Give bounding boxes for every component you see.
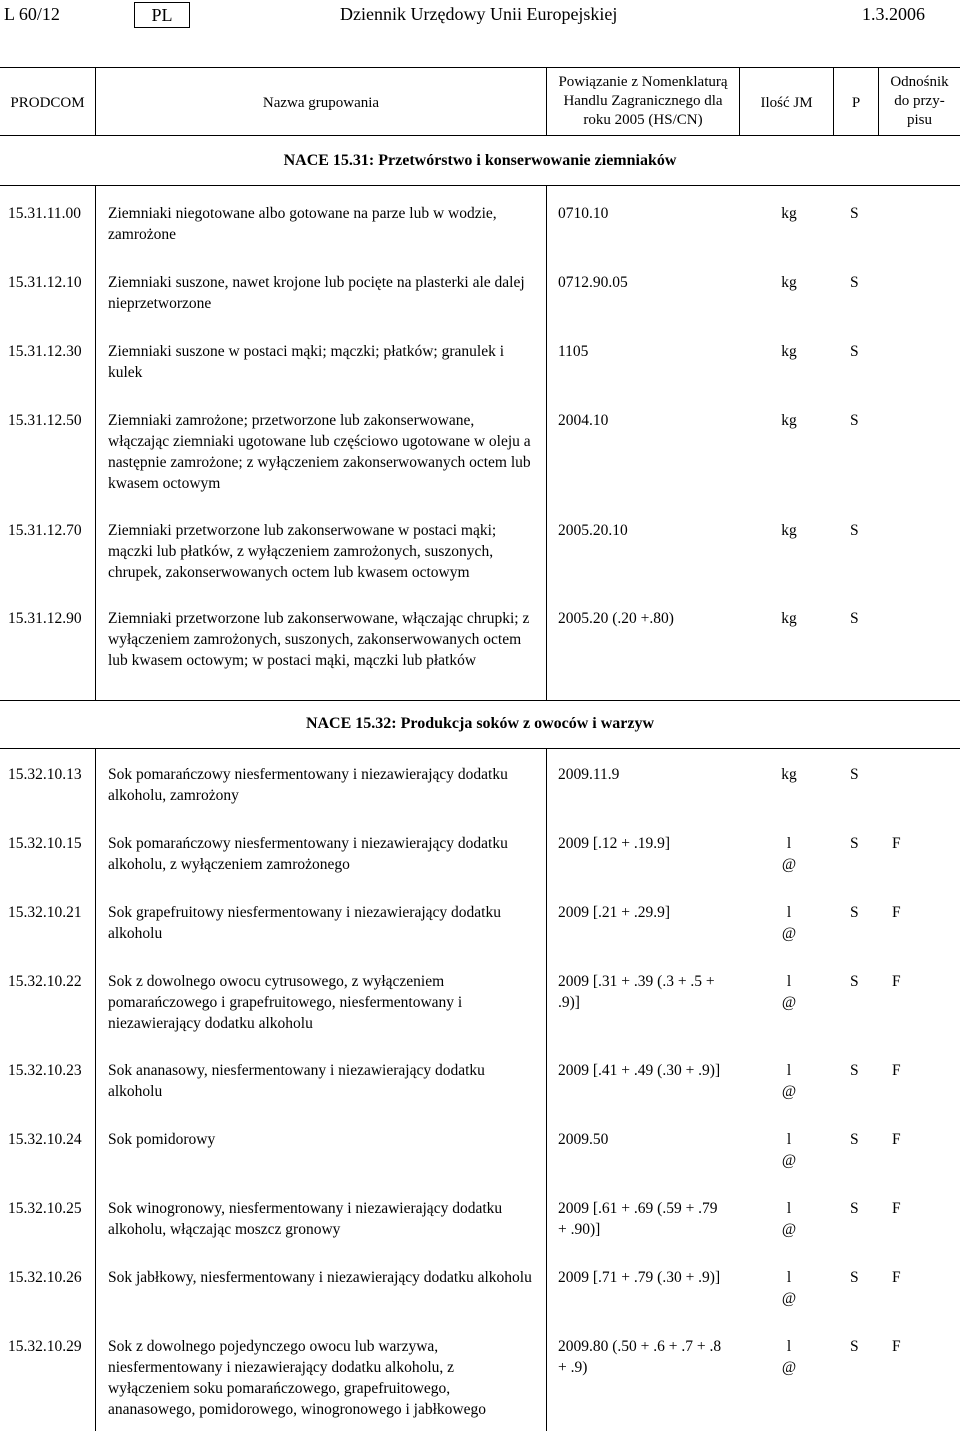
p-value: S <box>850 766 859 783</box>
prodcom-code: 15.32.10.25 <box>8 1200 82 1217</box>
hs-cn-code: 2004.10 <box>558 412 609 429</box>
unit-secondary: @ <box>781 1359 797 1376</box>
group-name: Ziemniaki przetworzone lub zakonserwowane w postaci mąki; mączki lub płatków, z wyłączeniem zamrożonych, suszonych, chrupek, zakonserwowanych octem lub kwasem octowym <box>108 522 497 581</box>
group-name: Sok z dowolnego owocu cytrusowego, z wyłączeniem pomarańczowego i grapefruitowego, niesfermentowany i niezawierający dodatku alkoholu <box>108 973 463 1032</box>
issue-date: 1.3.2006 <box>862 4 925 24</box>
col-header-p: P <box>851 95 861 111</box>
p-value: S <box>850 205 859 222</box>
section-divider <box>0 748 960 749</box>
footnote-flag: F <box>892 1062 901 1079</box>
quantity-unit: kg <box>781 274 797 291</box>
hs-cn-code: 2009 [.61 + .69 (.59 + .79 + .90)] <box>558 1200 718 1238</box>
unit-primary: l <box>786 1338 792 1355</box>
unit-primary: l <box>786 1062 792 1079</box>
p-value: S <box>850 1062 859 1079</box>
body-divider-name-2 <box>546 749 547 1431</box>
prodcom-code: 15.32.10.26 <box>8 1269 82 1286</box>
group-name: Ziemniaki zamrożone; przetworzone lub zakonserwowane, włączając ziemniaki ugotowane lub częściowo ugotowane w oleju a następnie zamrożone; z wyłączeniem zakonserwowanych octem lub kwasem octowym <box>108 412 531 492</box>
col-header-footnote-line1: Odnośnik <box>890 74 949 90</box>
col-header-hs-line3: roku 2005 (HS/CN) <box>583 112 703 128</box>
prodcom-code: 15.31.12.70 <box>8 522 82 539</box>
prodcom-code: 15.31.12.90 <box>8 610 82 627</box>
unit-primary: l <box>786 904 792 921</box>
quantity-unit: kg <box>781 343 797 360</box>
unit-secondary: @ <box>781 1221 797 1238</box>
group-name: Sok z dowolnego pojedynczego owocu lub warzywa, niesfermentowany i niezawierający dodatku alkoholu, z wyłączeniem soku pomarańczowego, grapefruitowego, ananasowego, pomidorowego, winogronowego i jabłkowego <box>108 1338 486 1418</box>
section-divider <box>0 185 960 186</box>
col-header-prodcom: PRODCOM <box>10 95 85 111</box>
footnote-flag: F <box>892 973 901 990</box>
footnote-flag: F <box>892 1338 901 1355</box>
table-header-bottom-border <box>0 135 960 136</box>
group-name: Sok winogronowy, niesfermentowany i niezawierający dodatku alkoholu, włączając moszcz gronowy <box>108 1200 503 1238</box>
quantity-unit <box>778 1267 800 1309</box>
quantity-unit: kg <box>781 766 797 783</box>
hs-cn-code: 2009.80 (.50 + .6 + .7 + .8 + .9) <box>558 1338 722 1376</box>
hs-cn-code: 2009 [.71 + .79 (.30 + .9)] <box>558 1269 721 1286</box>
hs-cn-code: 2009 [.31 + .39 (.3 + .5 + .9)] <box>558 973 715 1011</box>
unit-secondary: @ <box>781 1290 797 1307</box>
group-name: Sok grapefruitowy niesfermentowany i niezawierający dodatku alkoholu <box>108 904 501 942</box>
quantity-unit <box>778 1198 800 1240</box>
journal-title: Dziennik Urzędowy Unii Europejskiej <box>340 4 618 24</box>
prodcom-code: 15.31.12.30 <box>8 343 82 360</box>
prodcom-code: 15.32.10.23 <box>8 1062 82 1079</box>
prodcom-code: 15.31.12.10 <box>8 274 82 291</box>
p-value: S <box>850 522 859 539</box>
unit-secondary: @ <box>781 1083 797 1100</box>
footnote-flag: F <box>892 835 901 852</box>
p-value: S <box>850 973 859 990</box>
quantity-unit <box>778 1060 800 1102</box>
p-value: S <box>850 1338 859 1355</box>
p-value: S <box>850 1131 859 1148</box>
p-value: S <box>850 274 859 291</box>
prodcom-code: 15.32.10.15 <box>8 835 82 852</box>
footnote-flag: F <box>892 904 901 921</box>
group-name: Ziemniaki suszone, nawet krojone lub pocięte na plasterki ale dalej nieprzetworzone <box>108 274 525 312</box>
quantity-unit: kg <box>781 412 797 429</box>
prodcom-code: 15.32.10.21 <box>8 904 82 921</box>
quantity-unit <box>778 971 800 1013</box>
col-header-hs-line1: Powiązanie z Nomenklaturą <box>558 74 728 90</box>
hs-cn-code: 2009.11.9 <box>558 766 620 783</box>
page-ref: L 60/12 <box>4 4 60 24</box>
hs-cn-code: 1105 <box>558 343 589 360</box>
quantity-unit <box>778 1129 800 1171</box>
quantity-unit <box>778 902 800 944</box>
p-value: S <box>850 343 859 360</box>
col-header-footnote-line3: pisu <box>906 112 932 128</box>
body-divider-name <box>546 186 547 700</box>
hs-cn-code: 2005.20 (.20 +.80) <box>558 610 674 627</box>
unit-secondary: @ <box>781 856 797 873</box>
quantity-unit: kg <box>781 205 797 222</box>
prodcom-code: 15.32.10.22 <box>8 973 82 990</box>
body-divider-code <box>95 186 96 700</box>
group-name: Ziemniaki niegotowane albo gotowane na parze lub w wodzie, zamrożone <box>108 205 497 243</box>
group-name: Sok pomarańczowy niesfermentowany i niezawierający dodatku alkoholu, z wyłączeniem zamrożonego <box>108 835 508 873</box>
hs-cn-code: 2009 [.12 + .19.9] <box>558 835 671 852</box>
footnote-flag: F <box>892 1200 901 1217</box>
body-divider-code-2 <box>95 749 96 1431</box>
p-value: S <box>850 412 859 429</box>
col-header-footnote <box>879 73 960 130</box>
prodcom-code: 15.31.11.00 <box>8 205 82 222</box>
p-value: S <box>850 610 859 627</box>
unit-primary: l <box>786 1269 792 1286</box>
prodcom-code: 15.32.10.29 <box>8 1338 82 1355</box>
section-bottom-border <box>0 700 960 701</box>
group-name: Sok pomidorowy <box>108 1131 216 1148</box>
language-badge: PL <box>134 2 190 28</box>
section-title-nace-15-31: NACE 15.31: Przetwórstwo i konserwowanie ziemniaków <box>283 152 677 169</box>
p-value: S <box>850 1269 859 1286</box>
unit-primary: l <box>786 835 792 852</box>
prodcom-code: 15.32.10.24 <box>8 1131 82 1148</box>
hs-cn-code: 2005.20.10 <box>558 522 628 539</box>
quantity-unit: kg <box>781 522 797 539</box>
group-name: Sok ananasowy, niesfermentowany i niezawierający dodatku alkoholu <box>108 1062 485 1100</box>
group-name: Ziemniaki suszone w postaci mąki; mączki; płatków; granulek i kulek <box>108 343 505 381</box>
hs-cn-code: 2009.50 <box>558 1131 609 1148</box>
quantity-unit: kg <box>781 610 797 627</box>
col-header-name: Nazwa grupowania <box>262 95 380 111</box>
group-name: Sok jabłkowy, niesfermentowany i niezawierający dodatku alkoholu <box>108 1269 532 1286</box>
col-header-hs-cn <box>547 73 739 130</box>
quantity-unit <box>778 1336 800 1378</box>
hs-cn-code: 0710.10 <box>558 205 609 222</box>
hs-cn-code: 2009 [.41 + .49 (.30 + .9)] <box>558 1062 721 1079</box>
section-title-nace-15-32: NACE 15.32: Produkcja soków z owoców i warzyw <box>305 715 655 732</box>
unit-secondary: @ <box>781 1152 797 1169</box>
p-value: S <box>850 904 859 921</box>
footnote-flag: F <box>892 1269 901 1286</box>
col-header-hs-line2: Handlu Zagranicznego dla <box>563 93 723 109</box>
unit-primary: l <box>786 973 792 990</box>
col-header-footnote-line2: do przy- <box>894 93 945 109</box>
group-name: Ziemniaki przetworzone lub zakonserwowane, włączając chrupki; z wyłączeniem zamrożonych, suszonych, zakonserwowanych octem lub kwasem octowym; w postaci mąki, mączki lub płatków <box>108 610 530 669</box>
unit-secondary: @ <box>781 925 797 942</box>
col-header-unit: Ilość JM <box>760 95 813 111</box>
unit-primary: l <box>786 1200 792 1217</box>
p-value: S <box>850 1200 859 1217</box>
prodcom-code: 15.31.12.50 <box>8 412 82 429</box>
quantity-unit <box>778 833 800 875</box>
hs-cn-code: 0712.90.05 <box>558 274 628 291</box>
table-top-border <box>0 67 960 68</box>
unit-secondary: @ <box>781 994 797 1011</box>
hs-cn-code: 2009 [.21 + .29.9] <box>558 904 671 921</box>
prodcom-code: 15.32.10.13 <box>8 766 82 783</box>
group-name: Sok pomarańczowy niesfermentowany i niezawierający dodatku alkoholu, zamrożony <box>108 766 508 804</box>
p-value: S <box>850 835 859 852</box>
unit-primary: l <box>786 1131 792 1148</box>
footnote-flag: F <box>892 1131 901 1148</box>
